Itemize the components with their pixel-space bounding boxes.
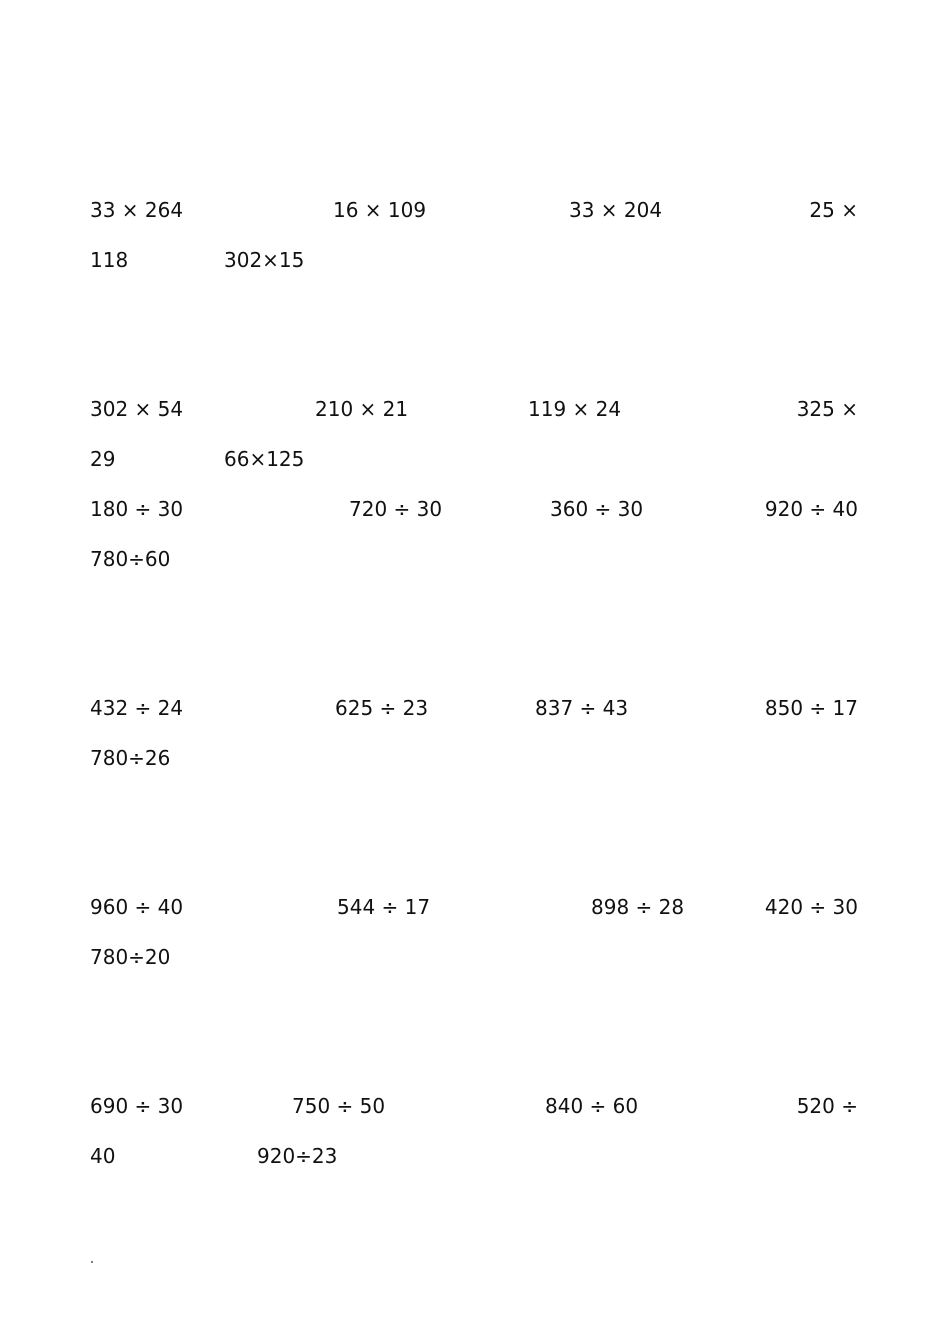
problem-5-2: 544 ÷ 17 [337, 895, 431, 919]
problem-1-4-continued: 118 [90, 248, 129, 272]
problem-1-5: 302×15 [224, 248, 305, 272]
problem-2-5: 66×125 [224, 447, 305, 471]
problem-6-5: 920÷23 [257, 1144, 338, 1168]
problem-2-3: 119 × 24 [528, 397, 622, 421]
problem-2-2: 210 × 21 [315, 397, 409, 421]
problem-4-4: 850 ÷ 17 [764, 696, 858, 720]
problem-3-4: 920 ÷ 40 [764, 497, 858, 521]
problem-6-4: 520 ÷ [796, 1094, 858, 1118]
problem-2-1: 302 × 54 [90, 397, 184, 421]
problem-4-3: 837 ÷ 43 [535, 696, 629, 720]
problem-6-4-continued: 40 [90, 1144, 116, 1168]
problem-5-5: 780÷20 [90, 945, 171, 969]
problem-4-2: 625 ÷ 23 [335, 696, 429, 720]
problem-4-5: 780÷26 [90, 746, 171, 770]
problem-2-4-continued: 29 [90, 447, 116, 471]
problem-6-1: 690 ÷ 30 [90, 1094, 184, 1118]
problem-4-1: 432 ÷ 24 [90, 696, 184, 720]
footer-dot [91, 1261, 93, 1263]
problem-3-3: 360 ÷ 30 [550, 497, 644, 521]
problem-1-1: 33 × 264 [90, 198, 184, 222]
problem-5-4: 420 ÷ 30 [764, 895, 858, 919]
problem-2-4: 325 × [796, 397, 858, 421]
problem-3-5: 780÷60 [90, 547, 171, 571]
problem-5-3: 898 ÷ 28 [591, 895, 685, 919]
problem-3-2: 720 ÷ 30 [349, 497, 443, 521]
problem-6-2: 750 ÷ 50 [292, 1094, 386, 1118]
problem-1-3: 33 × 204 [569, 198, 663, 222]
problem-3-1: 180 ÷ 30 [90, 497, 184, 521]
problem-6-3: 840 ÷ 60 [545, 1094, 639, 1118]
problem-5-1: 960 ÷ 40 [90, 895, 184, 919]
problem-1-2: 16 × 109 [333, 198, 427, 222]
problem-1-4: 25 × [809, 198, 858, 222]
